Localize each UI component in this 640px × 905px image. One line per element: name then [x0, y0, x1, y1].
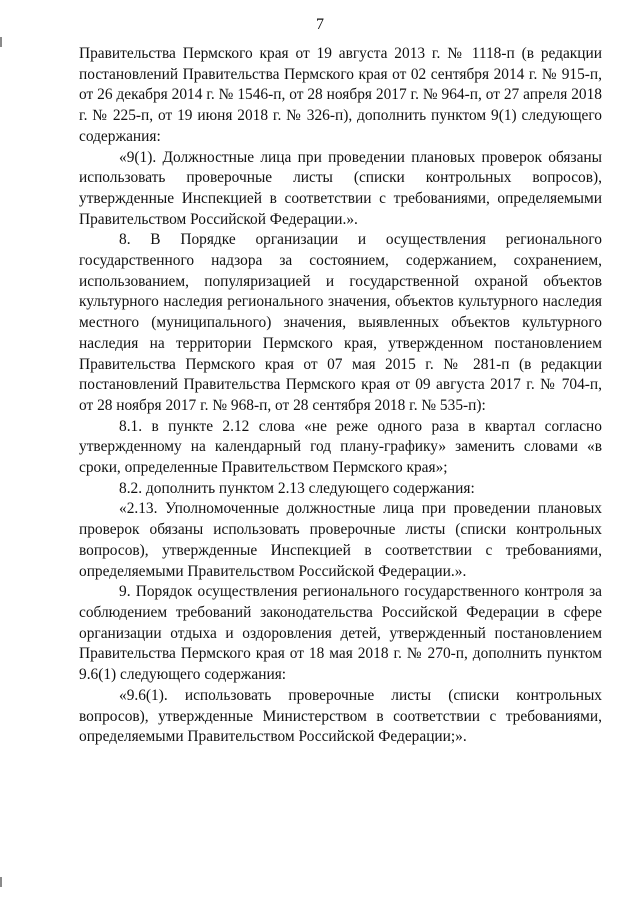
scan-edge-mark	[0, 877, 2, 887]
paragraph-item-8-1: 8.1. в пункте 2.12 слова «не реже одного раза в квартал согласно утвержденному на календарный год плану-графику» заменить словами «в сроки, определенные Правительством Пермского края»;	[79, 417, 602, 477]
paragraph-quote-2-13: «2.13. Уполномоченные должностные лица при проведении плановых проверок обязаны использовать проверочные листы (списки контрольных вопросов), утвержденные Инспекцией в соответствии с требованиями, определяемыми Правительством Российской Федерации.».	[79, 500, 602, 580]
document-body	[79, 44, 602, 748]
paragraph-item-8-2: 8.2. дополнить пунктом 2.13 следующего содержания:	[119, 479, 475, 497]
paragraph-continuation: Правительства Пермского края от 19 августа 2013 г. № 1118-п (в редакции постановлений Правительства Пермского края от 02 сентября 2014 г. № 915-п, от 26 декабря 2014 г. № 1546-п, от 28 ноября 2017 г. № 964-п, от 27 апреля 2018 г. № 225-п, от 19 июня 2018 г. № 326-п), дополнить пунктом 9(1) следующего содержания:	[79, 45, 602, 145]
paragraph-item-8: 8. В Порядке организации и осуществления регионального государственного надзора за состоянием, содержанием, сохранением, использованием, популяризацией и государственной охраной объектов культурного наследия регионального значения, объектов культурного наследия местного (муниципального) значения, выявленных объектов культурного наследия на территории Пермского края, утвержденном постановлением Правительства Пермского края от 07 мая 2015 г. № 281-п (в редакции постановлений Правительства Пермского края от 09 августа 2017 г. № 704-п, от 28 ноября 2017 г. № 968-п, от 28 сентября 2018 г. № 535-п):	[79, 231, 602, 414]
paragraph-item-9: 9. Порядок осуществления регионального государственного контроля за соблюдением требований законодательства Российской Федерации в сфере организации отдыха и оздоровления детей, утвержденный постановлением Правительства Пермского края от 18 мая 2018 г. № 270-п, дополнить пунктом 9.6(1) следующего содержания:	[79, 583, 602, 684]
scan-edge-mark	[0, 37, 2, 47]
paragraph-quote-9-6-1: «9.6(1). использовать проверочные листы (списки контрольных вопросов), утвержденные Министерством в соответствии с требованиями, определяемыми Правительством Российской Федерации;».	[79, 686, 602, 746]
page-number: 7	[316, 16, 324, 33]
paragraph-quote-9-1: «9(1). Должностные лица при проведении плановых проверок обязаны использовать проверочные листы (списки контрольных вопросов), утвержденные Инспекцией в соответствии с требованиями, определяемыми Правительством Российской Федерации.».	[79, 148, 602, 228]
